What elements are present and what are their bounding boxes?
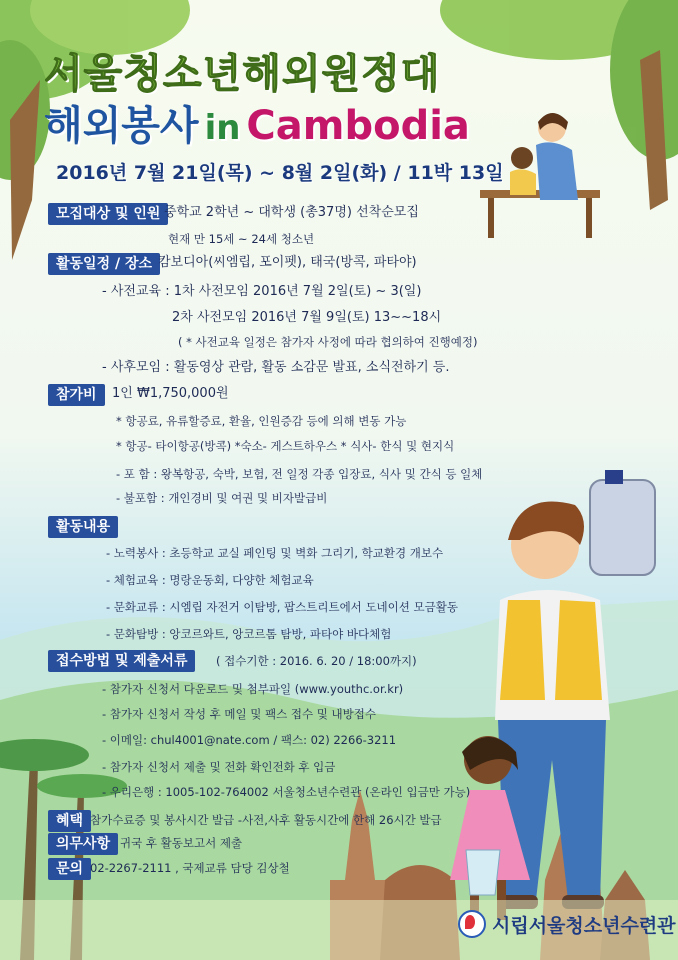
schedule-pre-note: ( * 사전교육 일정은 참가자 사정에 따라 협의하여 진행예정) [178,335,478,349]
schedule-pre2: 2차 사전모임 2016년 7월 9일(토) 13~~18시 [172,310,442,325]
label-apply: 접수방법 및 제출서류 [48,650,195,672]
apply-item: - 우리은행 : 1005-102-764002 서울청소년수련관 (온라인 입금만 가능) [102,785,471,799]
label-contact: 문의 [48,858,91,880]
logo-mark-icon [458,910,486,938]
duty-text: 귀국 후 활동보고서 제출 [120,836,243,850]
activity-item: - 문화교류 : 시엠립 자전거 이탐방, 팝스트리트에서 도네이션 모금활동 [106,600,458,614]
apply-item: - 참가자 신청서 다운로드 및 첨부파일 (www.youthc.or.kr) [102,682,404,696]
recruit-sub: 현재 만 15세 ~ 24세 청소년 [168,232,315,246]
apply-item: - 이메일: chul4001@nate.com / 팩스: 02) 2266-3211 [102,733,397,747]
label-duty: 의무사항 [48,833,118,855]
contact-text: 02-2267-2111 , 국제교류 담당 김상철 [90,861,290,875]
label-schedule: 활동일정 / 장소 [48,253,160,275]
label-activities: 활동내용 [48,516,118,538]
poster-title-line2 [44,94,470,151]
fee-text: 1인 ₩1,750,000원 [112,386,229,401]
activity-item: - 문화탐방 : 앙코르와트, 앙코르톰 탐방, 파타야 바다체험 [106,627,392,641]
schedule-text: 캄보디아(씨엠립, 포이펫), 태국(방콕, 파타야) [158,255,417,270]
fee-included: - 포 함 : 왕복항공, 숙박, 보험, 전 일정 각종 입장료, 식사 및 간식 등 일체 [116,467,483,481]
title-place: Cambodia [246,103,470,149]
label-benefit: 혜택 [48,810,91,832]
organization-logo [458,910,676,938]
logo-text: 시립서울청소년수련관 [492,914,676,937]
apply-item: - 참가자 신청서 제출 및 전화 확인전화 후 입금 [102,760,336,774]
title-main: 해외봉사 [44,103,199,149]
label-recruit: 모집대상 및 인원 [48,203,168,225]
poster-title-line1: 서울청소년해외원정대 [44,51,441,97]
recruit-text: 중학교 2학년 ~ 대학생 (총37명) 선착순모집 [164,205,419,220]
activity-item: - 노력봉사 : 초등학교 교실 페인팅 및 벽화 그리기, 학교환경 개보수 [106,546,444,560]
title-in: in [204,108,241,148]
fee-note1: * 항공료, 유류할증료, 환율, 인원증감 등에 의해 변동 가능 [116,414,407,428]
benefit-text: 참가수료증 및 봉사시간 발급 -사전,사후 활동시간에 한해 26시간 발급 [90,813,442,827]
event-dates: 2016년 7월 21일(목) ~ 8월 2일(화) / 11박 13일 [56,162,504,184]
apply-item: - 참가자 신청서 작성 후 메일 및 팩스 접수 및 내방접수 [102,707,376,721]
fee-note2: * 항공- 타이항공(방콕) *숙소- 게스트하우스 * 식사- 한식 및 현지식 [116,439,455,453]
schedule-pre1: - 사전교육 : 1차 사전모임 2016년 7월 2일(토) ~ 3(일) [102,284,422,299]
activity-item: - 체험교육 : 명랑운동회, 다양한 체험교육 [106,573,314,587]
apply-deadline: ( 접수기한 : 2016. 6. 20 / 18:00까지) [216,654,417,668]
schedule-post: - 사후모임 : 활동영상 관람, 활동 소감문 발표, 소식전하기 등. [102,360,450,375]
fee-excluded: - 불포함 : 개인경비 및 여권 및 비자발급비 [116,491,328,505]
label-fee: 참가비 [48,384,105,406]
